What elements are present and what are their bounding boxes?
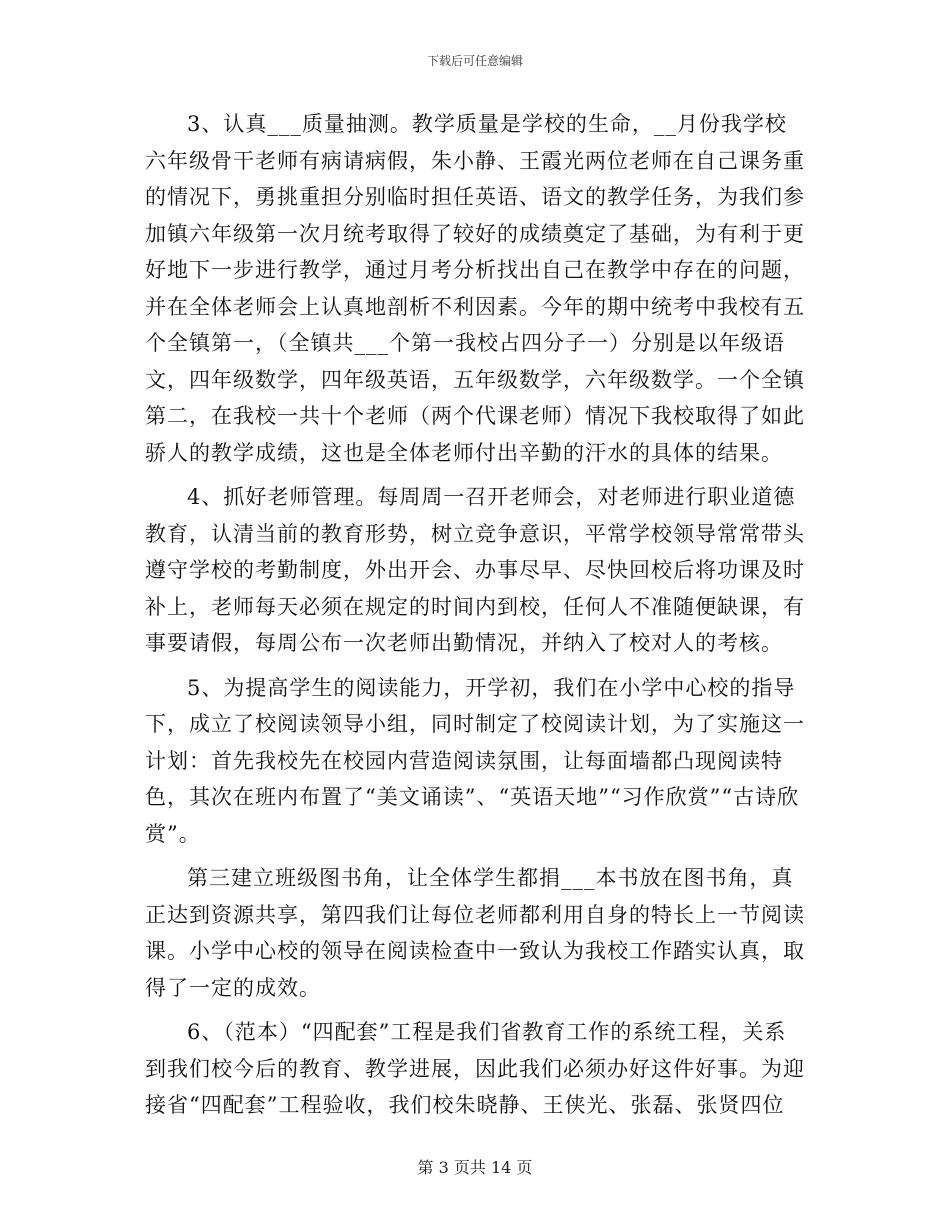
page-number: 第 3 页共 14 页 [417,1158,533,1177]
paragraph-teacher-management: 4、抓好老师管理。每周周一召开老师会，对老师进行职业道德教育，认清当前的教育形势，树立竞争意识，平常学校领导常常带头遵守学校的考勤制度，外出开会、办事尽早、尽快回校后将功课及时补上，老师每天必须在规定的时间内到校，任何人不准随便缺课，有事要请假，每周公布一次老师出勤情况，并纳入了校对人的考核。 [145,485,805,655]
paragraph-book-corner: 第三建立班级图书角，让全体学生都捐___本书放在图书角，真正达到资源共享，第四我们让每位老师都利用自身的特长上一节阅读课。小学中心校的领导在阅读检查中一致认为我校工作踏实认真，取得了一定的成效。 [145,866,805,1000]
page-header: 下载后可任意编辑 [426,54,523,68]
paragraph-reading-ability: 5、为提高学生的阅读能力，开学初，我们在小学中心校的指导下，成立了校阅读领导小组，同时制定了校阅读计划，为了实施这一计划：首先我校先在校园内营造阅读氛围，让每面墙都凸现阅读特色，其次在班内布置了“美文诵读”、“英语天地”“习作欣赏”“古诗欣赏”。 [145,675,805,846]
document-body [145,106,805,1124]
paragraph-four-supporting: 6、（范本）“四配套”工程是我们省教育工作的系统工程，关系到我们校今后的教育、教学进展，因此我们必须办好这件好事。为迎接省“四配套”工程验收，我们校朱晓静、王侠光、张磊、张贤四位 [145,1020,805,1117]
paragraph-quality-test: 3、认真___质量抽测。教学质量是学校的生命，__月份我学校六年级骨干老师有病请病假，朱小静、王霞光两位老师在自己课务重的情况下，勇挑重担分别临时担任英语、语文的教学任务，为我们参加镇六年级第一次月统考取得了较好的成绩奠定了基础，为有利于更好地下一步进行教学，通过月考分析找出自己在教学中存在的问题，并在全体老师会上认真地剖析不利因素。今年的期中统考中我校有五个全镇第一，（全镇共___个第一我校占四分子一）分别是以年级语文，四年级数学，四年级英语，五年级数学，六年级数学。一个全镇第二，在我校一共十个老师（两个代课老师）情况下我校取得了如此骄人的教学成绩，这也是全体老师付出辛勤的汗水的具体的结果。 [145,112,805,465]
